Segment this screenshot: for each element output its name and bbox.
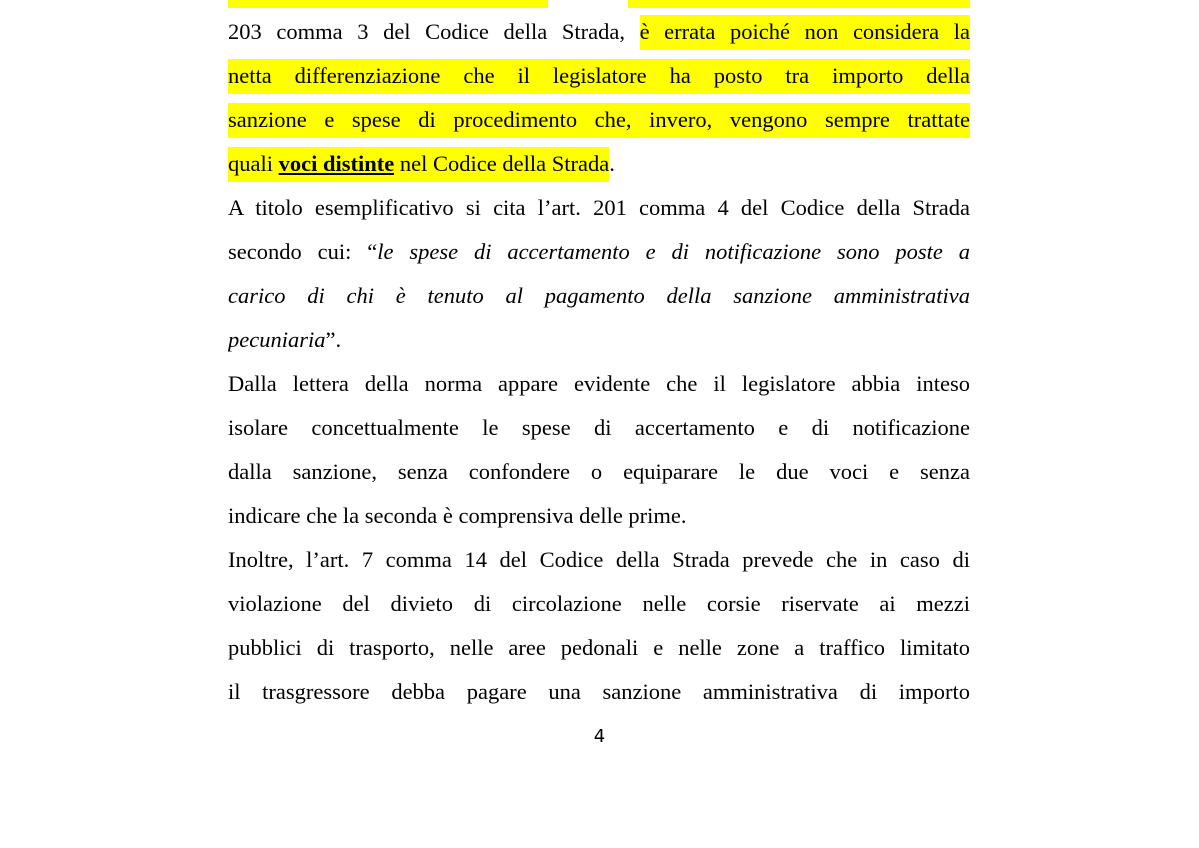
text-line [228, 450, 970, 494]
text-line [228, 274, 970, 318]
body-text-segment: Inoltre, l’art. 7 comma 14 del Codice della Strada prevede che in caso di [228, 547, 970, 572]
text-line [228, 538, 970, 582]
text-line [228, 186, 970, 230]
highlighted-text: nel Codice della Strada [394, 147, 609, 182]
highlighted-text: sanzione e spese di procedimento che, invero, vengono sempre trattate [228, 103, 970, 138]
text-line [228, 362, 970, 406]
text-line [228, 406, 970, 450]
text-line [228, 142, 970, 186]
text-line [228, 10, 970, 54]
body-text-segment: Dalla lettera della norma appare evidente che il legislatore abbia inteso [228, 371, 970, 396]
highlighted-text: netta differenziazione che il legislatore ha posto tra importo della [228, 59, 970, 94]
document-body [228, 10, 970, 714]
body-text-segment: pubblici di trasporto, nelle aree pedonali e nelle zone a traffico limitato [228, 635, 970, 660]
body-text-segment: indicare che la seconda è comprensiva delle prime. [228, 503, 687, 528]
highlighted-text: quali [228, 147, 279, 182]
text-line [228, 670, 970, 714]
text-line [228, 318, 970, 362]
text-line [228, 98, 970, 142]
previous-line-highlight-remnant [228, 0, 970, 8]
quoted-text: le spese di accertamento e di notificazione sono poste a [377, 239, 970, 264]
body-text-segment: A titolo esemplificativo si cita l’art. 201 comma 4 del Codice della Strada [228, 195, 970, 220]
text-line [228, 582, 970, 626]
text-line [228, 230, 970, 274]
quoted-text: pecuniaria [228, 327, 326, 352]
quoted-text: carico di chi è tenuto al pagamento della sanzione amministrativa [228, 283, 970, 308]
page-number: 4 [593, 726, 606, 747]
body-text-segment: violazione del divieto di circolazione nelle corsie riservate ai mezzi [228, 591, 970, 616]
emphasized-term: voci distinte [278, 151, 395, 176]
body-text-segment: il trasgressore debba pagare una sanzione amministrativa di importo [228, 679, 970, 704]
highlighted-text: è errata poiché non considera la [640, 15, 970, 50]
highlight-fragment-left [228, 0, 548, 8]
body-text-segment: dalla sanzione, senza confondere o equiparare le due voci e senza [228, 459, 970, 484]
highlight-fragment-right [628, 0, 970, 8]
body-text-segment: secondo cui: “ [228, 239, 378, 264]
body-text-segment: . [609, 151, 615, 176]
body-text-segment: ”. [325, 327, 342, 352]
highlighted-text [279, 147, 395, 182]
body-text-segment: isolare concettualmente le spese di accertamento e di notificazione [228, 415, 970, 440]
body-text-segment: 203 comma 3 del Codice della Strada, [228, 19, 640, 44]
text-line [228, 494, 970, 538]
text-line [228, 54, 970, 98]
text-line [228, 626, 970, 670]
